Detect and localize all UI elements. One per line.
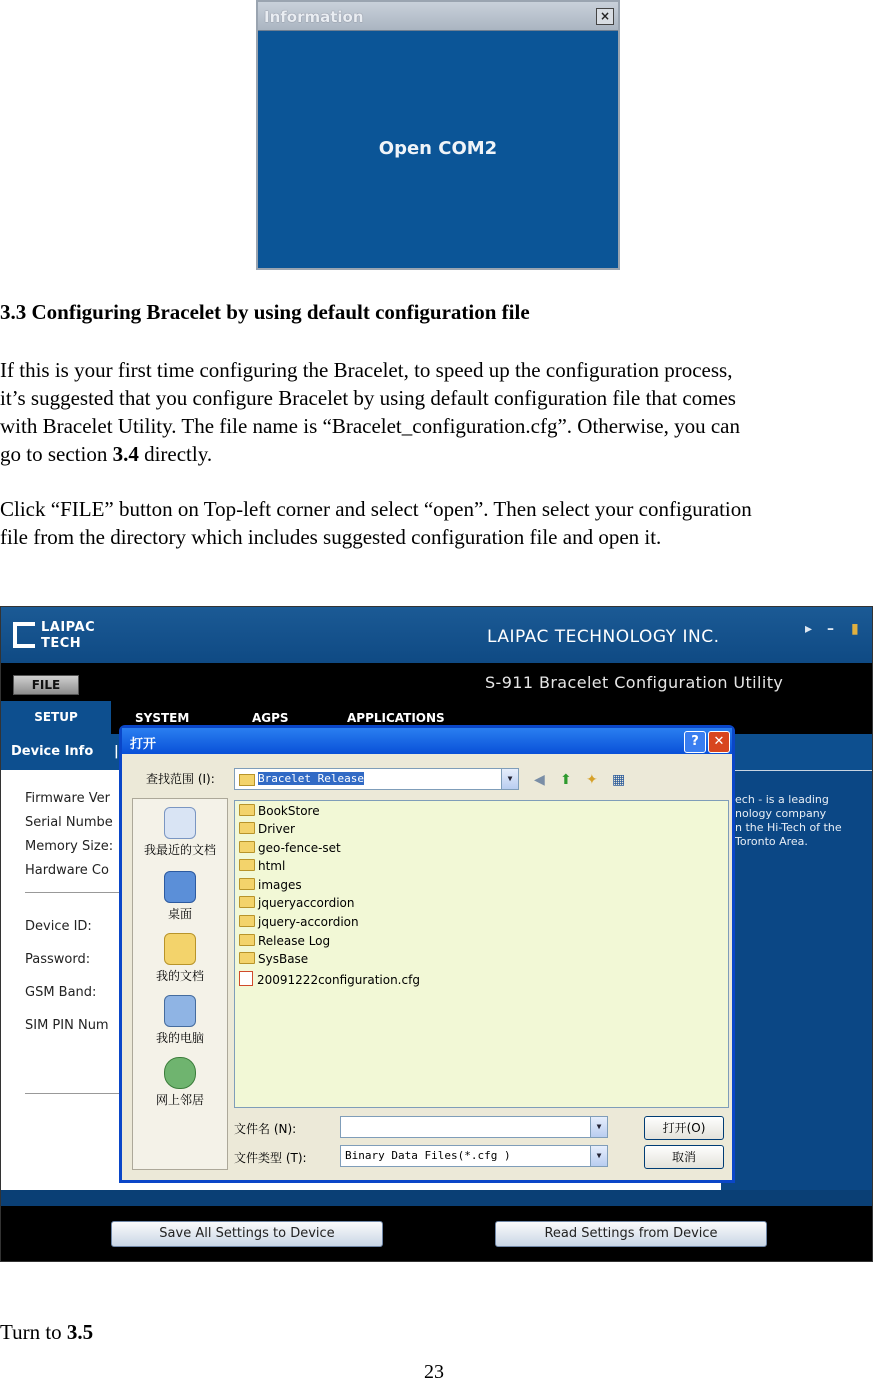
divider — [25, 1093, 125, 1094]
page-number: 23 — [424, 1361, 444, 1383]
folder-icon — [239, 896, 255, 908]
logo-mark-icon — [13, 622, 35, 648]
filename-input[interactable] — [340, 1116, 608, 1138]
divider — [729, 770, 873, 771]
company-name: LAIPAC TECHNOLOGY INC. — [487, 627, 720, 647]
about-text-line: n the Hi-Tech of the — [735, 821, 842, 834]
about-text-line: Toronto Area. — [735, 835, 808, 848]
folder-icon — [239, 934, 255, 946]
folder-icon — [239, 878, 255, 890]
about-text-line: ech - is a leading — [735, 793, 829, 806]
text-line: If this is your first time configuring the Bracelet, to speed up the configuration process, — [0, 358, 733, 382]
app-title: S-911 Bracelet Configuration Utility — [485, 673, 784, 692]
cancel-button[interactable]: 取消 — [644, 1145, 724, 1169]
list-item[interactable]: SysBase — [239, 952, 308, 966]
list-item[interactable]: html — [239, 859, 285, 873]
filename-label: 文件名 (N): — [234, 1122, 297, 1136]
dialog-title: 打开 — [130, 737, 157, 752]
desktop-icon — [164, 871, 196, 903]
folder-icon — [239, 841, 255, 853]
text-line: Click “FILE” button on Top-left corner and select “open”. Then select your configuration — [0, 497, 752, 521]
label-memory: Memory Size: — [25, 839, 114, 854]
recent-documents-icon — [164, 807, 196, 839]
text-line: file from the directory which includes suggested configuration file and open it. — [0, 525, 662, 549]
label-hardware: Hardware Co — [25, 863, 109, 878]
paragraph-intro — [0, 356, 873, 468]
view-menu-icon[interactable]: ▦ — [612, 772, 626, 788]
section-ref: 3.4 — [112, 442, 139, 466]
minimize-icon[interactable]: – — [827, 621, 834, 637]
folder-icon — [239, 804, 255, 816]
my-computer-icon — [164, 995, 196, 1027]
label-serial: Serial Numbe — [25, 815, 113, 830]
my-documents-icon — [164, 933, 196, 965]
information-message: Open COM2 — [378, 138, 498, 159]
subheader-separator: | — [114, 744, 119, 759]
place-my-computer[interactable]: 我的电脑 — [133, 995, 227, 1046]
list-item[interactable]: geo-fence-set — [239, 841, 341, 855]
open-file-dialog — [119, 725, 735, 1183]
label-sim-pin: SIM PIN Num — [25, 1018, 109, 1033]
network-places-icon — [164, 1057, 196, 1089]
chevron-down-icon[interactable]: ▼ — [590, 1117, 607, 1137]
file-list — [234, 800, 729, 1108]
list-item[interactable]: 20091222configuration.cfg — [239, 971, 420, 987]
close-icon[interactable]: ✕ — [708, 731, 730, 753]
list-item[interactable]: BookStore — [239, 804, 320, 818]
file-button[interactable]: FILE — [13, 675, 79, 695]
look-in-label: 查找范围 (I): — [146, 772, 215, 786]
text-line: go to section 3.4 directly. — [0, 442, 213, 466]
paragraph-instructions — [0, 495, 873, 551]
divider — [25, 892, 125, 893]
information-title: Information — [264, 8, 364, 26]
look-in-value: Bracelet Release — [258, 772, 364, 785]
text-line: it’s suggested that you configure Bracelet by using default configuration file that comes — [0, 386, 736, 410]
tab-setup[interactable]: SETUP — [1, 701, 111, 734]
folder-icon — [239, 822, 255, 834]
app-screenshot — [0, 606, 873, 1262]
text-line: with Bracelet Utility. The file name is “Bracelet_configuration.cfg”. Otherwise, you can — [0, 414, 740, 438]
new-folder-icon[interactable]: ✦ — [586, 772, 598, 788]
chevron-down-icon[interactable]: ▼ — [590, 1146, 607, 1166]
tab-system[interactable]: SYSTEM — [135, 711, 190, 725]
place-my-documents[interactable]: 我的文档 — [133, 933, 227, 984]
save-settings-button[interactable]: Save All Settings to Device — [111, 1221, 383, 1247]
label-device-id: Device ID: — [25, 919, 92, 934]
section-heading: 3.3 Configuring Bracelet by using default configuration file — [0, 300, 530, 324]
chevron-down-icon[interactable]: ▼ — [501, 769, 518, 789]
label-password: Password: — [25, 952, 91, 967]
filetype-label: 文件类型 (T): — [234, 1151, 307, 1165]
read-settings-button[interactable]: Read Settings from Device — [495, 1221, 767, 1247]
help-icon[interactable]: ? — [684, 731, 706, 753]
folder-icon — [239, 774, 255, 786]
information-dialog — [256, 0, 620, 270]
subheader-device-info[interactable]: Device Info — [11, 744, 94, 759]
tab-applications[interactable]: APPLICATIONS — [347, 711, 445, 725]
place-network[interactable]: 网上邻居 — [133, 1057, 227, 1108]
restore-icon[interactable]: ▮ — [851, 621, 859, 637]
laipac-logo: LAIPAC TECH — [13, 620, 97, 652]
tab-agps[interactable]: AGPS — [252, 711, 289, 725]
place-recent[interactable]: 我最近的文档 — [133, 807, 227, 858]
back-icon[interactable]: ◀ — [534, 772, 545, 788]
play-icon[interactable]: ▸ — [805, 621, 813, 637]
list-item[interactable]: images — [239, 878, 302, 892]
label-gsm-band: GSM Band: — [25, 985, 97, 1000]
up-folder-icon[interactable]: ⬆ — [560, 772, 572, 788]
information-titlebar — [258, 2, 618, 31]
turn-to-note: Turn to 3.5 — [0, 1320, 94, 1344]
list-item[interactable]: jquery-accordion — [239, 915, 359, 929]
folder-icon — [239, 859, 255, 871]
app-header — [1, 607, 872, 663]
look-in-select[interactable] — [234, 768, 519, 790]
section-ref: 3.5 — [66, 1320, 94, 1344]
about-text-line: nology company — [735, 807, 827, 820]
list-item[interactable]: Driver — [239, 822, 295, 836]
open-button[interactable]: 打开(O) — [644, 1116, 724, 1140]
config-file-icon — [239, 971, 253, 986]
list-item[interactable]: Release Log — [239, 934, 330, 948]
places-bar — [132, 798, 228, 1170]
list-item[interactable]: jqueryaccordion — [239, 896, 355, 910]
folder-icon — [239, 952, 255, 964]
label-firmware: Firmware Ver — [25, 791, 110, 806]
dialog-titlebar — [122, 728, 732, 754]
folder-icon — [239, 915, 255, 927]
place-desktop[interactable]: 桌面 — [133, 871, 227, 922]
filetype-select[interactable]: Binary Data Files(*.cfg ) ▼ — [340, 1145, 608, 1167]
close-icon[interactable]: × — [596, 8, 614, 25]
